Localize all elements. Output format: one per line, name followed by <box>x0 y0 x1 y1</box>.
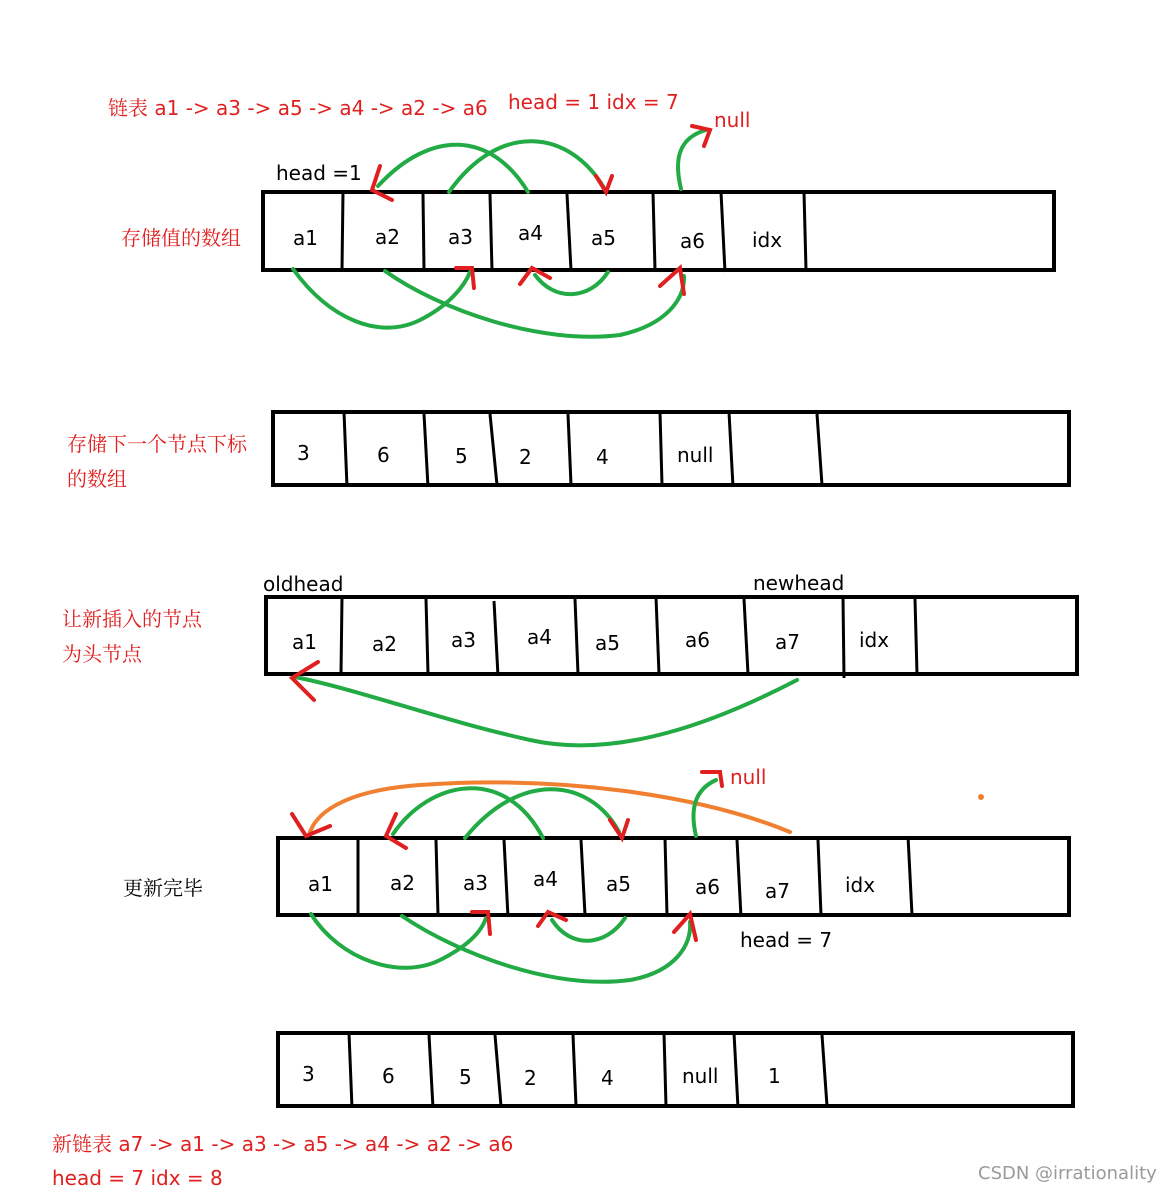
array4-label: 更新完毕 <box>123 876 203 900</box>
array1-cell: a3 <box>448 225 473 249</box>
arrow-a4-to-a2-2 <box>393 788 543 838</box>
array4-cell: a1 <box>308 872 333 896</box>
array1-cell: idx <box>752 228 783 252</box>
array2-label-line2: 的数组 <box>67 467 127 491</box>
array1-cell: a5 <box>591 226 616 250</box>
arrow-a4-to-a2 <box>378 145 528 192</box>
watermark: CSDN @irrationality <box>978 1163 1157 1184</box>
array1-label: 存储值的数组 <box>121 226 241 250</box>
array2-cell: 5 <box>455 444 468 468</box>
array3-cell: idx <box>859 628 890 652</box>
head-idx-label: head = 1 idx = 7 <box>508 90 679 114</box>
null-label-top: null <box>714 108 751 132</box>
arrow-a1-to-a3 <box>293 269 470 328</box>
oldhead-label: oldhead <box>263 572 344 596</box>
array4-cell: a7 <box>765 879 790 903</box>
arrow-a2-to-a6 <box>385 271 684 337</box>
arrow-a2-to-a6-2 <box>402 916 690 982</box>
null-label-array4: null <box>730 765 767 789</box>
array4-cell: a6 <box>695 875 720 899</box>
arrow-a7-to-a1-orange <box>310 782 790 832</box>
arrow-a6-to-null-2 <box>693 780 716 836</box>
array5-cell: 1 <box>768 1064 781 1088</box>
array1-cell: a1 <box>293 226 318 250</box>
array4-cell: a5 <box>606 872 631 896</box>
array4-cell: a3 <box>463 871 488 895</box>
array3-cell: a4 <box>527 625 552 649</box>
array3-cell: a3 <box>451 628 476 652</box>
array3-cell: a2 <box>372 632 397 656</box>
array5-cell: 4 <box>601 1066 614 1090</box>
newhead-label: newhead <box>753 571 845 595</box>
array2-cell: 2 <box>519 445 532 469</box>
new-list-label: 新链表 a7 -> a1 -> a3 -> a5 -> a4 -> a2 -> a6 <box>52 1132 514 1156</box>
array2-label-line1: 存储下一个节点下标 <box>67 432 247 456</box>
head-label-array4: head = 7 <box>740 928 833 952</box>
array4-cell: idx <box>845 873 876 897</box>
arrow-a3-to-a5-2 <box>465 789 619 838</box>
array2-cell: 3 <box>297 441 310 465</box>
array3-label-line2: 为头节点 <box>62 642 142 666</box>
array5-cell: 6 <box>382 1064 395 1088</box>
array2-box <box>273 412 1069 485</box>
head-marker: head =1 <box>276 161 362 185</box>
array2-cell: 6 <box>377 443 390 467</box>
array2-cell: 4 <box>596 445 609 469</box>
array3-label-line1: 让新插入的节点 <box>62 607 202 631</box>
array5-cell: 3 <box>302 1062 315 1086</box>
array1-cell: a4 <box>518 221 543 245</box>
array5-cell: null <box>682 1064 719 1088</box>
array4-cell: a2 <box>390 871 415 895</box>
array5-box <box>278 1033 1073 1106</box>
orange-dot <box>978 794 984 800</box>
arrow-a5-to-a4-2 <box>552 918 625 941</box>
new-head-idx-label: head = 7 idx = 8 <box>52 1166 223 1190</box>
array1-cell: a6 <box>680 229 705 253</box>
array5-cell: 2 <box>524 1066 537 1090</box>
array5-cell: 5 <box>459 1065 472 1089</box>
arrow-a1-to-a3-2 <box>311 914 486 968</box>
array3-cell: a7 <box>775 630 800 654</box>
array3-cell: a5 <box>595 631 620 655</box>
array4-cell: a4 <box>533 867 558 891</box>
arrow-a7-to-a1 <box>295 677 797 745</box>
array1-cell: a2 <box>375 225 400 249</box>
linked-list-label: 链表 a1 -> a3 -> a5 -> a4 -> a2 -> a6 <box>108 96 488 120</box>
array3-cell: a1 <box>292 630 317 654</box>
array3-cell: a6 <box>685 628 710 652</box>
arrow-a5-to-a4 <box>535 272 608 294</box>
arrow-a3-to-a5 <box>449 141 604 192</box>
arrow-a6-to-null <box>678 130 706 189</box>
array2-cell: null <box>677 443 714 467</box>
